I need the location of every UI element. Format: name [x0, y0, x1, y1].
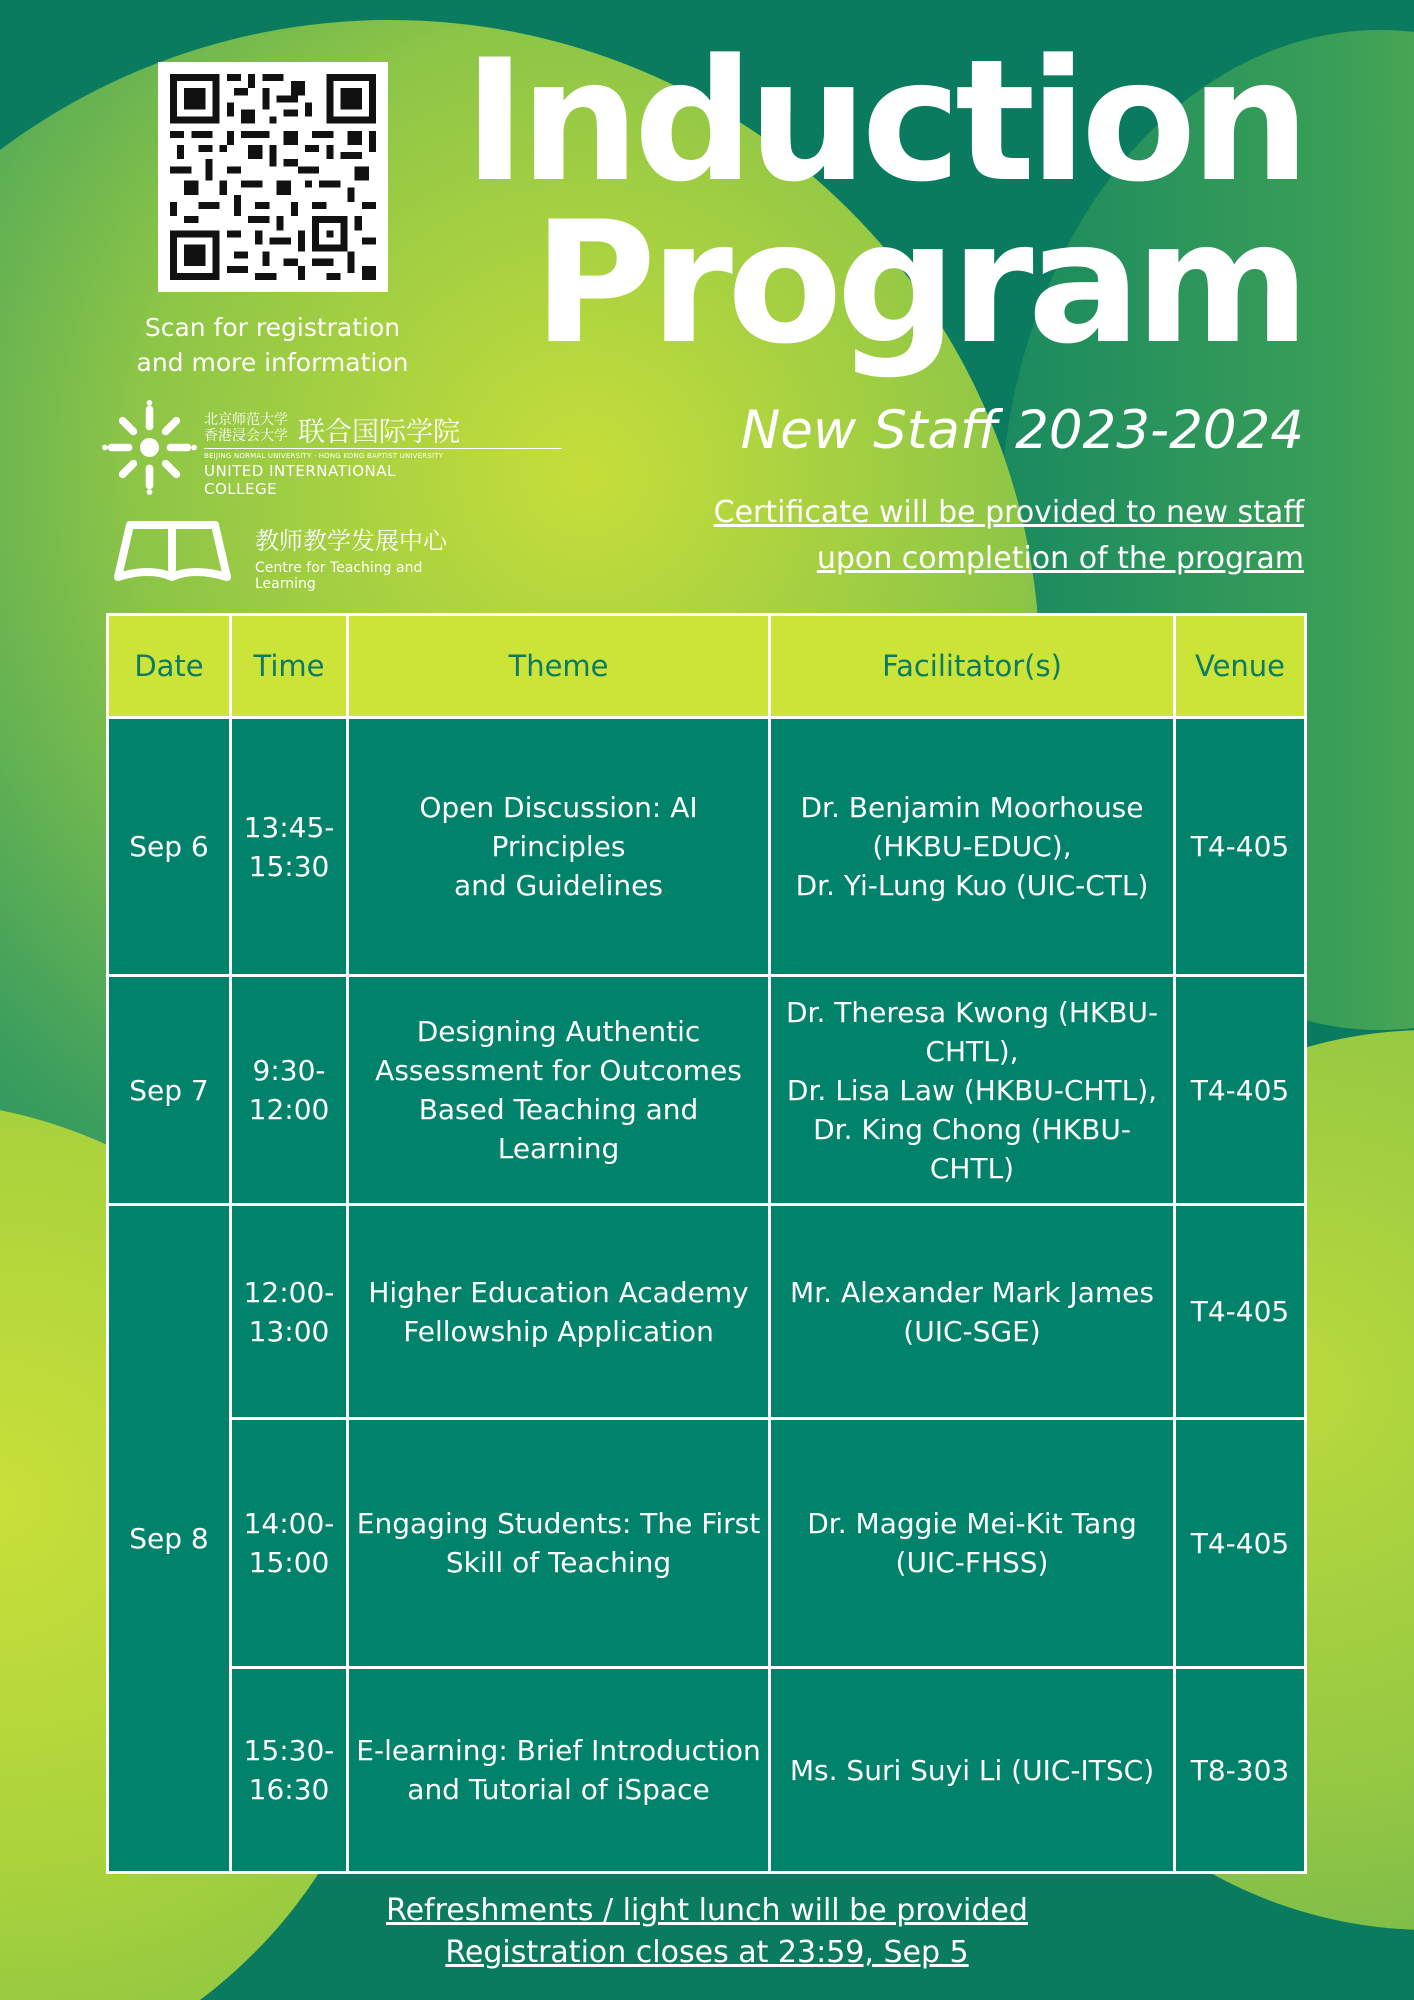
facilitator-line: Dr. Yi-Lung Kuo (UIC-CTL): [795, 869, 1149, 902]
cell-time: [231, 1419, 348, 1668]
table-row: [108, 976, 1306, 1205]
title-line-2: Program: [533, 185, 1304, 381]
cell-facilitators: [770, 718, 1175, 976]
ctl-logo: [110, 515, 480, 592]
cell-facilitators: [770, 1668, 1175, 1873]
cell-venue: T4-405: [1175, 976, 1306, 1205]
cell-time: [231, 1668, 348, 1873]
theme-line: Based Teaching and Learning: [418, 1093, 699, 1165]
uic-parent-universities: BEIJING NORMAL UNIVERSITY · HONG KONG BAPTIST UNIVERSITY: [204, 452, 444, 460]
uic-divider: [204, 448, 562, 449]
ctl-book-icon: [110, 517, 235, 583]
refreshments-note: Refreshments / light lunch will be provided: [386, 1893, 1028, 1928]
facilitator-line: Dr. Maggie Mei-Kit Tang: [807, 1507, 1137, 1540]
facilitator-line: Mr. Alexander Mark James: [790, 1275, 1154, 1309]
cell-venue: T4-405: [1175, 1419, 1306, 1668]
cell-time: [231, 976, 348, 1205]
facilitator-line: Dr. King Chong (HKBU-CHTL): [813, 1112, 1131, 1185]
qr-caption: [110, 310, 435, 380]
theme-line: E-learning: Brief Introduction: [356, 1734, 761, 1767]
time-start: 15:30-: [243, 1734, 335, 1767]
time-start: 12:00-: [243, 1275, 335, 1309]
facilitator-line: Dr. Benjamin Moorhouse: [800, 791, 1144, 824]
certificate-line-2: upon completion of the program: [816, 541, 1304, 576]
uic-logo: [102, 400, 472, 498]
theme-line: and Tutorial of iSpace: [407, 1773, 710, 1806]
time-end: 15:30: [248, 849, 330, 883]
cell-facilitators: [770, 1419, 1175, 1668]
cell-facilitators: [770, 976, 1175, 1205]
ctl-chinese-name: 教师教学发展中心: [255, 527, 447, 555]
time-end: 13:00: [248, 1314, 330, 1348]
ctl-english-name: Centre for Teaching and Learning: [255, 560, 423, 592]
facilitator-line: Dr. Lisa Law (HKBU-CHTL),: [786, 1073, 1158, 1107]
registration-deadline: Registration closes at 23:59, Sep 5: [445, 1935, 969, 1970]
header-facilitators: Facilitator(s): [770, 615, 1175, 718]
facilitator-line: (UIC-FHSS): [895, 1546, 1049, 1579]
uic-cn-line-1: 北京师范大学: [204, 412, 288, 428]
facilitator-line: CHTL),: [925, 1034, 1019, 1068]
header-date: Date: [108, 615, 231, 718]
header-venue: Venue: [1175, 615, 1306, 718]
time-start: 14:00-: [243, 1507, 335, 1540]
time-start: 13:45-: [243, 810, 335, 844]
cell-date: Sep 6: [108, 718, 231, 976]
cell-venue: T4-405: [1175, 718, 1306, 976]
theme-line: Engaging Students: The First: [356, 1507, 761, 1540]
table-row: [108, 1668, 1306, 1873]
page-subtitle: New Staff 2023-2024: [740, 400, 1304, 461]
page-title: [463, 23, 1304, 381]
qr-code-icon: [170, 74, 376, 280]
table-header-row: [108, 615, 1306, 718]
cell-theme: [348, 976, 770, 1205]
time-end: 15:00: [248, 1546, 330, 1579]
uic-emblem-icon: [102, 400, 197, 495]
theme-line: Fellowship Application: [403, 1314, 714, 1348]
cell-venue: T8-303: [1175, 1668, 1306, 1873]
cell-time: [231, 718, 348, 976]
cell-date: Sep 8: [108, 1205, 231, 1873]
footer-notes: [0, 1890, 1414, 1974]
time-end: 12:00: [248, 1093, 330, 1126]
cell-time: [231, 1205, 348, 1419]
table-row: [108, 1419, 1306, 1668]
uic-cn-line-2: 香港浸会大学: [204, 428, 288, 444]
table-row: [108, 1205, 1306, 1419]
theme-line: Designing Authentic: [416, 1015, 701, 1048]
cell-venue: T4-405: [1175, 1205, 1306, 1419]
cell-facilitators: [770, 1205, 1175, 1419]
theme-line: Open Discussion: AI Principles: [419, 791, 698, 863]
theme-line: Skill of Teaching: [445, 1546, 672, 1579]
qr-caption-line-1: Scan for registration: [144, 313, 401, 342]
facilitator-line: (UIC-SGE): [903, 1314, 1041, 1348]
header-time: Time: [231, 615, 348, 718]
header-theme: Theme: [348, 615, 770, 718]
qr-caption-line-2: and more information: [136, 348, 409, 377]
facilitator-line: Ms. Suri Suyi Li (UIC-ITSC): [789, 1753, 1155, 1787]
cell-date: Sep 7: [108, 976, 231, 1205]
certificate-notice: [714, 490, 1304, 582]
cell-theme: [348, 1419, 770, 1668]
facilitator-line: Dr. Theresa Kwong (HKBU-: [785, 995, 1159, 1029]
time-start: 9:30-: [252, 1054, 326, 1087]
uic-english-name: UNITED INTERNATIONAL COLLEGE: [204, 462, 396, 498]
uic-chinese-name: 联合国际学院: [298, 417, 460, 448]
registration-qr-code[interactable]: [158, 62, 388, 292]
theme-line: Higher Education Academy: [368, 1275, 749, 1309]
cell-theme: [348, 718, 770, 976]
certificate-line-1: Certificate will be provided to new staff: [713, 495, 1304, 530]
uic-chinese-parent-names: [204, 412, 288, 444]
theme-line: and Guidelines: [454, 869, 663, 902]
facilitator-line: (HKBU-EDUC),: [872, 830, 1072, 863]
title-line-1: Induction: [463, 23, 1304, 219]
theme-line: Assessment for Outcomes: [375, 1054, 742, 1087]
cell-theme: [348, 1668, 770, 1873]
cell-theme: [348, 1205, 770, 1419]
time-end: 16:30: [248, 1773, 330, 1806]
table-row: [108, 718, 1306, 976]
schedule-table: [106, 613, 1307, 1874]
